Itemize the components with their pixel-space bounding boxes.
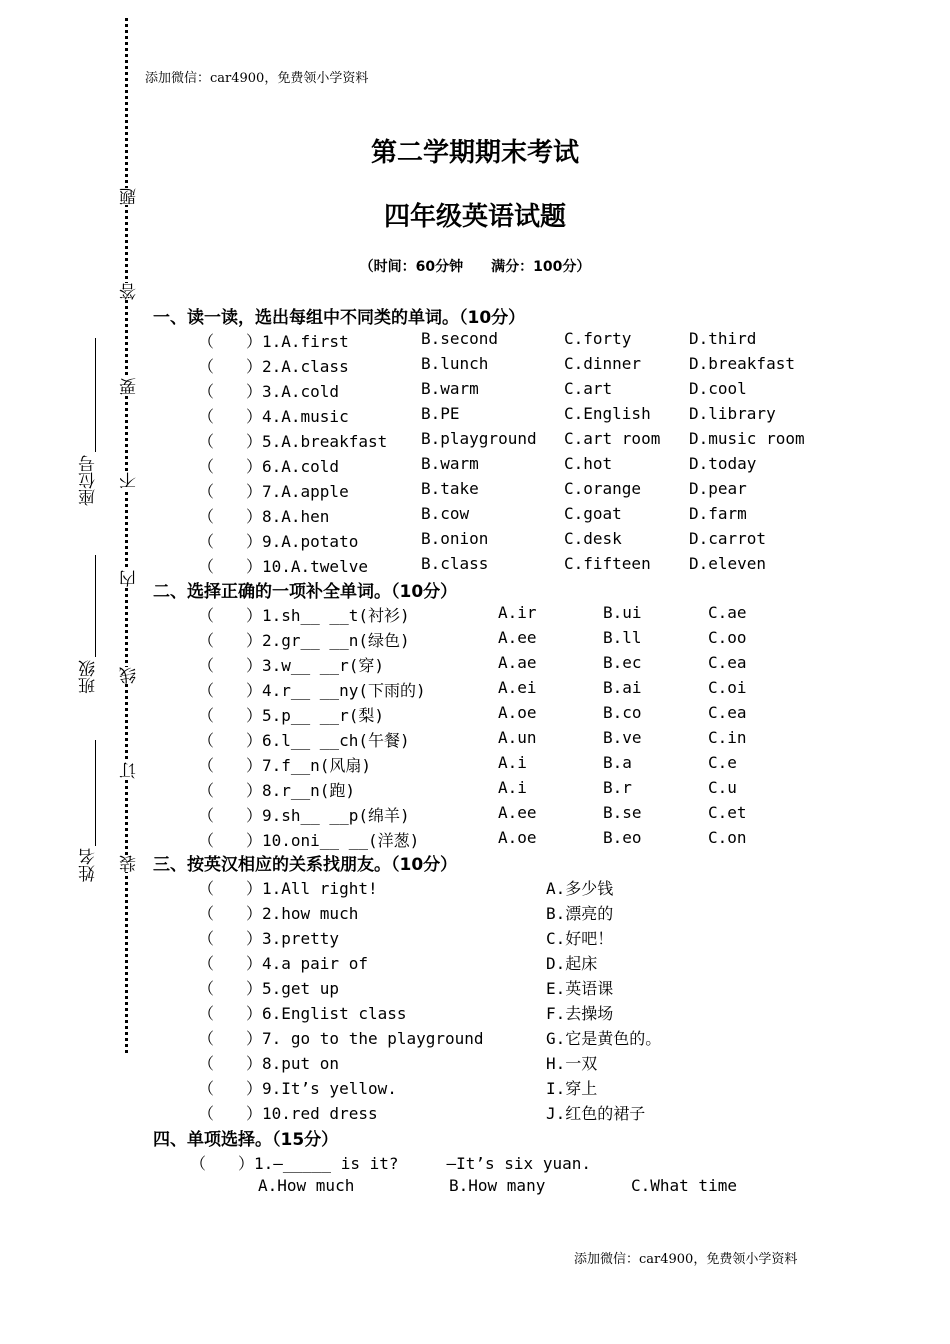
- question-item: （ ）10.oni__ __(洋葱): [198, 831, 420, 850]
- question-item: （ ）5.get up: [198, 979, 340, 998]
- option: A.oe: [498, 703, 537, 722]
- option: A.多少钱: [546, 879, 614, 898]
- option: D.third: [689, 329, 757, 348]
- name-label: 姓名: [79, 848, 99, 882]
- option: C.on: [708, 828, 747, 847]
- question-4-1: （ ）1.—_____ is it? —It’s six yuan.: [190, 1154, 591, 1173]
- option: D.carrot: [689, 529, 767, 548]
- option: A.oe: [498, 828, 537, 847]
- option: C.dinner: [564, 354, 642, 373]
- question-item: （ ）1.sh__ __t(衬衫): [198, 606, 410, 625]
- option: D.cool: [689, 379, 747, 398]
- binding-char: 装: [117, 855, 142, 872]
- question-item: （ ）8.r__n(跑): [198, 781, 356, 800]
- option: B.second: [421, 329, 499, 348]
- option: B.ve: [603, 728, 642, 747]
- question-item: （ ）8.put on: [198, 1054, 340, 1073]
- seat-label: 座位号: [79, 455, 99, 506]
- option: B.take: [421, 479, 479, 498]
- question-item: （ ）9.sh__ __p(绵羊): [198, 806, 410, 825]
- option: B.class: [421, 554, 489, 573]
- option: C.et: [708, 803, 747, 822]
- option: C.art room: [564, 429, 661, 448]
- option: J.红色的裙子: [546, 1104, 646, 1123]
- question-item: （ ）6.l__ __ch(午餐): [198, 731, 410, 750]
- question-item: （ ）6.A.cold: [198, 457, 340, 476]
- option: B.漂亮的: [546, 904, 614, 923]
- question-item: （ ）1.A.first: [198, 332, 349, 351]
- question-item: （ ）10.A.twelve: [198, 557, 368, 576]
- question-item: （ ）4.a pair of: [198, 954, 368, 973]
- exam-subtitle: 四年级英语试题: [383, 202, 566, 232]
- option: C.oi: [708, 678, 747, 697]
- question-item: （ ）8.A.hen: [198, 507, 330, 526]
- option: C.ea: [708, 653, 747, 672]
- option: C.English: [564, 404, 651, 423]
- binding-char: 题: [117, 188, 142, 205]
- option: C.What time: [631, 1176, 737, 1195]
- question-item: （ ）2.how much: [198, 904, 359, 923]
- binding-char: 要: [117, 378, 142, 395]
- footer-note: 添加微信：car4900，免费领小学资料: [574, 1252, 798, 1267]
- option: D.breakfast: [689, 354, 795, 373]
- option: A.How much: [258, 1176, 355, 1195]
- question-item: （ ）3.A.cold: [198, 382, 340, 401]
- option: C.u: [708, 778, 737, 797]
- option: D.farm: [689, 504, 747, 523]
- option: E.英语课: [546, 979, 614, 998]
- option: B.warm: [421, 454, 479, 473]
- binding-char: 线: [117, 667, 142, 684]
- option: D.library: [689, 404, 776, 423]
- option: C.e: [708, 753, 737, 772]
- option: B.co: [603, 703, 642, 722]
- option: A.ae: [498, 653, 537, 672]
- seat-blank[interactable]: [95, 338, 96, 452]
- question-item: （ ）2.A.class: [198, 357, 349, 376]
- binding-char: 内: [117, 570, 142, 587]
- option: B.lunch: [421, 354, 489, 373]
- option: C.好吧！: [546, 929, 614, 948]
- option: C.art: [564, 379, 613, 398]
- option: C.forty: [564, 329, 632, 348]
- question-item: （ ）10.red dress: [198, 1104, 378, 1123]
- name-blank[interactable]: [95, 740, 96, 846]
- option: A.ee: [498, 803, 537, 822]
- option: B.eo: [603, 828, 642, 847]
- binding-char: 不: [117, 472, 142, 489]
- option: A.ei: [498, 678, 537, 697]
- option: C.in: [708, 728, 747, 747]
- binding-char: 订: [117, 762, 142, 779]
- option: B.ai: [603, 678, 642, 697]
- option: B.ec: [603, 653, 642, 672]
- option: C.goat: [564, 504, 622, 523]
- option: I.穿上: [546, 1079, 598, 1098]
- option: H.一双: [546, 1054, 598, 1073]
- section-1-heading: 一、读一读，选出每组中不同类的单词。（10分）: [153, 308, 526, 328]
- option: B.onion: [421, 529, 489, 548]
- option: A.ee: [498, 628, 537, 647]
- question-item: （ ）9.A.potato: [198, 532, 359, 551]
- option: B.ui: [603, 603, 642, 622]
- exam-meta: （时间：60分钟 满分：100分）: [359, 259, 591, 275]
- question-item: （ ）1.All right!: [198, 879, 378, 898]
- question-item: （ ）3.w__ __r(穿): [198, 656, 384, 675]
- option: D.起床: [546, 954, 598, 973]
- option: C.fifteen: [564, 554, 651, 573]
- option: C.orange: [564, 479, 642, 498]
- section-3-heading: 三、按英汉相应的关系找朋友。（10分）: [153, 855, 458, 875]
- option: C.ea: [708, 703, 747, 722]
- option: C.ae: [708, 603, 747, 622]
- option: A.i: [498, 753, 527, 772]
- section-4-heading: 四、单项选择。（15分）: [153, 1130, 339, 1150]
- option: B.How many: [449, 1176, 546, 1195]
- class-blank[interactable]: [95, 555, 96, 657]
- option: B.ll: [603, 628, 642, 647]
- option: B.PE: [421, 404, 460, 423]
- class-label: 班级: [79, 660, 99, 694]
- option: A.i: [498, 778, 527, 797]
- binding-char: 答: [117, 283, 142, 300]
- option: B.playground: [421, 429, 537, 448]
- question-item: （ ）4.r__ __ny(下雨的): [198, 681, 426, 700]
- question-item: （ ）7. go to the playground: [198, 1029, 484, 1048]
- option: F.去操场: [546, 1004, 614, 1023]
- option: B.r: [603, 778, 632, 797]
- option: D.eleven: [689, 554, 767, 573]
- option: A.un: [498, 728, 537, 747]
- option: C.desk: [564, 529, 622, 548]
- question-item: （ ）6.Englist class: [198, 1004, 407, 1023]
- option: D.pear: [689, 479, 747, 498]
- exam-title: 第二学期期末考试: [370, 138, 579, 168]
- option: B.se: [603, 803, 642, 822]
- question-item: （ ）3.pretty: [198, 929, 340, 948]
- question-item: （ ）4.A.music: [198, 407, 349, 426]
- question-item: （ ）5.A.breakfast: [198, 432, 388, 451]
- option: D.music room: [689, 429, 805, 448]
- header-note: 添加微信：car4900，免费领小学资料: [145, 71, 369, 86]
- question-item: （ ）9.It’s yellow.: [198, 1079, 397, 1098]
- section-2-heading: 二、选择正确的一项补全单词。（10分）: [153, 582, 458, 602]
- option: B.cow: [421, 504, 470, 523]
- option: G.它是黄色的。: [546, 1029, 662, 1048]
- option: C.oo: [708, 628, 747, 647]
- option: C.hot: [564, 454, 613, 473]
- question-item: （ ）7.A.apple: [198, 482, 349, 501]
- binding-dotted-line: [125, 18, 128, 1053]
- option: D.today: [689, 454, 757, 473]
- question-item: （ ）7.f__n(风扇): [198, 756, 372, 775]
- question-item: （ ）5.p__ __r(梨): [198, 706, 384, 725]
- option: B.a: [603, 753, 632, 772]
- option: B.warm: [421, 379, 479, 398]
- question-item: （ ）2.gr__ __n(绿色): [198, 631, 410, 650]
- option: A.ir: [498, 603, 537, 622]
